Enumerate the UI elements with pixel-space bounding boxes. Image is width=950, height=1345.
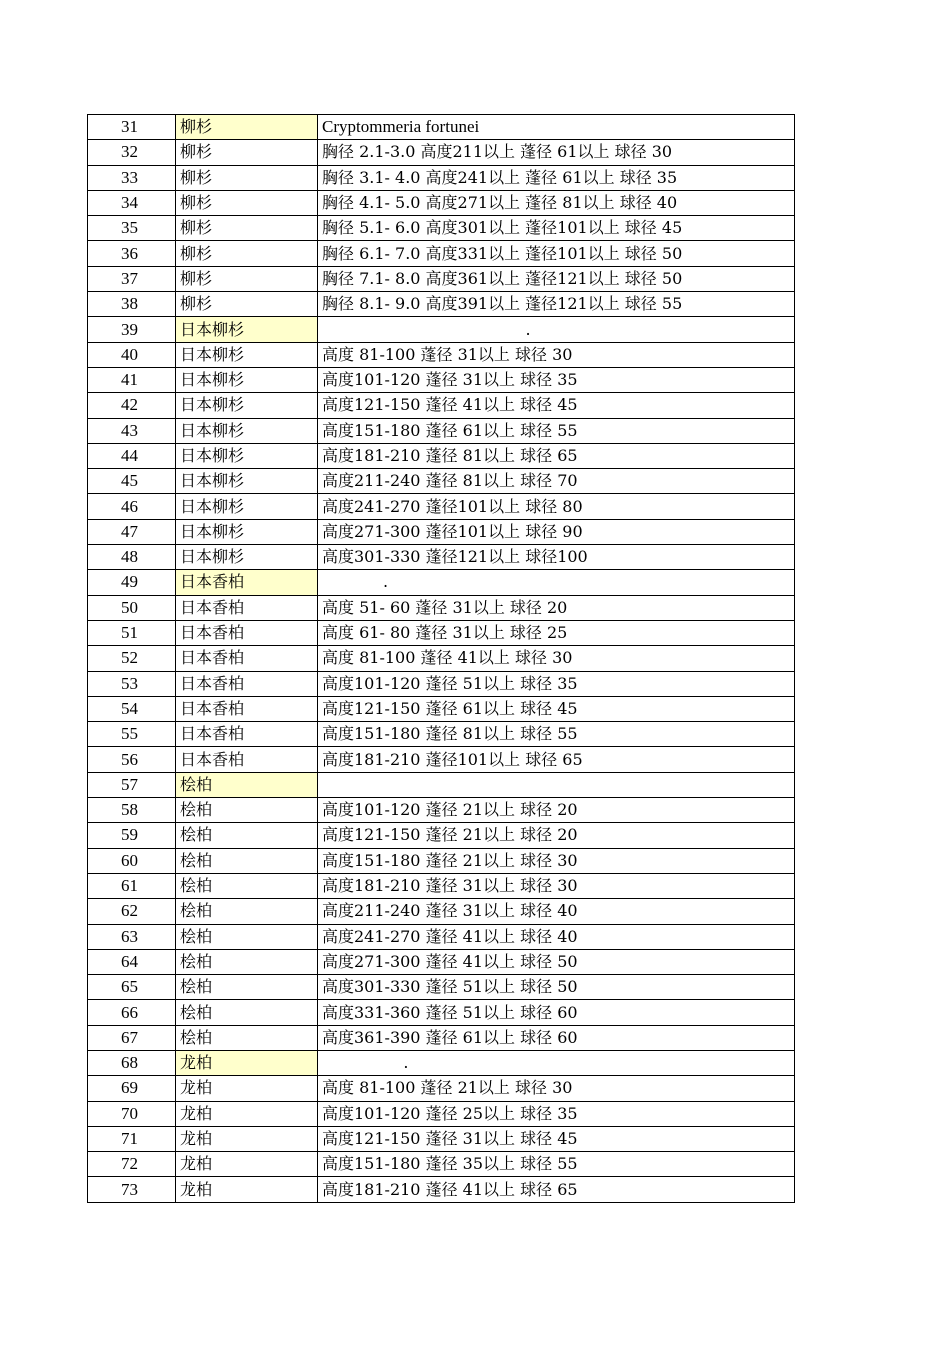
specification-cell[interactable]: 高度211-240 蓬径 31以上 球径 40 [318, 899, 795, 924]
specification-cell[interactable]: 高度121-150 蓬径 61以上 球径 45 [318, 696, 795, 721]
table-row [88, 620, 795, 645]
row-number-cell[interactable]: 42 [88, 393, 176, 418]
table-row [88, 1101, 795, 1126]
species-name-cell[interactable]: 日本柳杉 [176, 342, 318, 367]
species-name-cell[interactable]: 桧柏 [176, 899, 318, 924]
table-row [88, 1126, 795, 1151]
species-name-cell[interactable]: 桧柏 [176, 873, 318, 898]
table-row [88, 873, 795, 898]
row-number-cell[interactable]: 67 [88, 1025, 176, 1050]
specification-cell[interactable] [318, 772, 795, 797]
species-name-cell[interactable]: 柳杉 [176, 216, 318, 241]
species-name-cell[interactable]: 日本柳杉 [176, 545, 318, 570]
specification-cell[interactable]: 高度 61- 80 蓬径 31以上 球径 25 [318, 620, 795, 645]
table-row [88, 292, 795, 317]
species-name-cell[interactable]: 日本香柏 [176, 620, 318, 645]
specification-cell[interactable]: 高度181-210 蓬径101以上 球径 65 [318, 747, 795, 772]
specification-cell[interactable]: 高度101-120 蓬径 51以上 球径 35 [318, 671, 795, 696]
table-row [88, 443, 795, 468]
species-name-cell[interactable]: 桧柏 [176, 798, 318, 823]
row-number-cell[interactable]: 39 [88, 317, 176, 342]
table-row [88, 924, 795, 949]
specification-cell[interactable]: 高度301-330 蓬径 51以上 球径 50 [318, 975, 795, 1000]
specification-cell[interactable]: 高度151-180 蓬径 35以上 球径 55 [318, 1152, 795, 1177]
row-number-cell[interactable]: 37 [88, 266, 176, 291]
specification-cell[interactable]: 高度241-270 蓬径 41以上 球径 40 [318, 924, 795, 949]
specification-cell[interactable]: 高度121-150 蓬径 31以上 球径 45 [318, 1126, 795, 1151]
row-number-cell[interactable]: 51 [88, 620, 176, 645]
row-number-cell[interactable]: 69 [88, 1076, 176, 1101]
species-name-cell[interactable]: 日本香柏 [176, 646, 318, 671]
row-number-cell[interactable]: 58 [88, 798, 176, 823]
species-name-cell[interactable]: 桧柏 [176, 924, 318, 949]
species-header-cell[interactable]: 龙柏 [176, 1050, 318, 1075]
table-row [88, 494, 795, 519]
species-name-cell[interactable]: 龙柏 [176, 1152, 318, 1177]
specification-cell[interactable]: 胸径 7.1- 8.0 高度361以上 蓬径121以上 球径 50 [318, 266, 795, 291]
species-name-cell[interactable]: 日本香柏 [176, 671, 318, 696]
row-number-cell[interactable]: 59 [88, 823, 176, 848]
row-number-cell[interactable]: 64 [88, 949, 176, 974]
specification-cell[interactable]: . [318, 1050, 795, 1075]
row-number-cell[interactable]: 43 [88, 418, 176, 443]
specification-cell[interactable]: 高度151-180 蓬径 81以上 球径 55 [318, 722, 795, 747]
row-number-cell[interactable]: 41 [88, 367, 176, 392]
row-number-cell[interactable]: 72 [88, 1152, 176, 1177]
table-row [88, 696, 795, 721]
row-number-cell[interactable]: 53 [88, 671, 176, 696]
table-row [88, 722, 795, 747]
table-row [88, 1152, 795, 1177]
table-body [88, 115, 795, 1203]
table-row [88, 418, 795, 443]
table-row [88, 949, 795, 974]
row-number-cell[interactable]: 48 [88, 545, 176, 570]
table-row [88, 570, 795, 595]
row-number-cell[interactable]: 35 [88, 216, 176, 241]
species-name-cell[interactable]: 柳杉 [176, 140, 318, 165]
species-name-cell[interactable]: 柳杉 [176, 266, 318, 291]
row-number-cell[interactable]: 44 [88, 443, 176, 468]
specification-cell[interactable]: 高度101-120 蓬径 25以上 球径 35 [318, 1101, 795, 1126]
specification-cell[interactable]: 高度121-150 蓬径 41以上 球径 45 [318, 393, 795, 418]
table-row [88, 342, 795, 367]
species-name-cell[interactable]: 日本柳杉 [176, 418, 318, 443]
row-number-cell[interactable]: 33 [88, 165, 176, 190]
row-number-cell[interactable]: 49 [88, 570, 176, 595]
table-row [88, 1025, 795, 1050]
species-name-cell[interactable]: 桧柏 [176, 949, 318, 974]
specification-cell[interactable]: 高度151-180 蓬径 61以上 球径 55 [318, 418, 795, 443]
table-row [88, 190, 795, 215]
species-name-cell[interactable]: 日本柳杉 [176, 393, 318, 418]
species-name-cell[interactable]: 日本香柏 [176, 722, 318, 747]
species-name-cell[interactable]: 柳杉 [176, 241, 318, 266]
row-number-cell[interactable]: 57 [88, 772, 176, 797]
table-row [88, 317, 795, 342]
specification-cell[interactable]: . [318, 570, 795, 595]
row-number-cell[interactable]: 50 [88, 595, 176, 620]
row-number-cell[interactable]: 70 [88, 1101, 176, 1126]
table-row [88, 545, 795, 570]
specification-cell[interactable]: 高度301-330 蓬径121以上 球径100 [318, 545, 795, 570]
row-number-cell[interactable]: 68 [88, 1050, 176, 1075]
table-row [88, 823, 795, 848]
table-row [88, 241, 795, 266]
row-number-cell[interactable]: 61 [88, 873, 176, 898]
species-name-cell[interactable]: 柳杉 [176, 190, 318, 215]
row-number-cell[interactable]: 47 [88, 519, 176, 544]
table-row [88, 1177, 795, 1202]
specification-cell[interactable]: 高度101-120 蓬径 31以上 球径 35 [318, 367, 795, 392]
table-row [88, 899, 795, 924]
specification-cell[interactable]: 高度271-300 蓬径101以上 球径 90 [318, 519, 795, 544]
specification-cell[interactable]: 高度181-210 蓬径 81以上 球径 65 [318, 443, 795, 468]
row-number-cell[interactable]: 40 [88, 342, 176, 367]
row-number-cell[interactable]: 62 [88, 899, 176, 924]
table-row [88, 393, 795, 418]
species-name-cell[interactable]: 柳杉 [176, 292, 318, 317]
table-row [88, 671, 795, 696]
species-name-cell[interactable]: 桧柏 [176, 848, 318, 873]
table-row [88, 595, 795, 620]
table-row [88, 367, 795, 392]
specification-cell[interactable]: 胸径 6.1- 7.0 高度331以上 蓬径101以上 球径 50 [318, 241, 795, 266]
row-number-cell[interactable]: 38 [88, 292, 176, 317]
table-row [88, 165, 795, 190]
specification-cell[interactable]: 胸径 3.1- 4.0 高度241以上 蓬径 61以上 球径 35 [318, 165, 795, 190]
table-row [88, 772, 795, 797]
table-row [88, 798, 795, 823]
specification-cell[interactable]: 高度121-150 蓬径 21以上 球径 20 [318, 823, 795, 848]
table-row [88, 266, 795, 291]
species-name-cell[interactable]: 日本香柏 [176, 747, 318, 772]
table-row [88, 646, 795, 671]
row-number-cell[interactable]: 36 [88, 241, 176, 266]
specification-cell[interactable]: . [318, 317, 795, 342]
specification-cell[interactable]: 高度151-180 蓬径 21以上 球径 30 [318, 848, 795, 873]
row-number-cell[interactable]: 63 [88, 924, 176, 949]
species-header-cell[interactable]: 柳杉 [176, 115, 318, 140]
species-name-cell[interactable]: 桧柏 [176, 823, 318, 848]
specification-cell[interactable]: 胸径 5.1- 6.0 高度301以上 蓬径101以上 球径 45 [318, 216, 795, 241]
specification-cell[interactable]: 高度211-240 蓬径 81以上 球径 70 [318, 469, 795, 494]
row-number-cell[interactable]: 56 [88, 747, 176, 772]
spreadsheet-table [87, 114, 795, 1203]
species-name-cell[interactable]: 龙柏 [176, 1126, 318, 1151]
row-number-cell[interactable]: 34 [88, 190, 176, 215]
table-row [88, 115, 795, 140]
species-name-cell[interactable]: 日本香柏 [176, 696, 318, 721]
species-name-cell[interactable]: 龙柏 [176, 1101, 318, 1126]
specification-cell[interactable]: 高度331-360 蓬径 51以上 球径 60 [318, 1000, 795, 1025]
table-row [88, 1076, 795, 1101]
specification-cell[interactable]: 高度181-210 蓬径 41以上 球径 65 [318, 1177, 795, 1202]
row-number-cell[interactable]: 60 [88, 848, 176, 873]
specification-cell[interactable]: Cryptommeria fortunei [318, 115, 795, 140]
table-row [88, 519, 795, 544]
species-name-cell[interactable]: 桧柏 [176, 975, 318, 1000]
row-number-cell[interactable]: 52 [88, 646, 176, 671]
table-row [88, 140, 795, 165]
row-number-cell[interactable]: 66 [88, 1000, 176, 1025]
species-name-cell[interactable]: 日本柳杉 [176, 494, 318, 519]
specification-cell[interactable]: 高度271-300 蓬径 41以上 球径 50 [318, 949, 795, 974]
specification-cell[interactable]: 高度 81-100 蓬径 31以上 球径 30 [318, 342, 795, 367]
specification-cell[interactable]: 高度 81-100 蓬径 21以上 球径 30 [318, 1076, 795, 1101]
specification-cell[interactable]: 高度361-390 蓬径 61以上 球径 60 [318, 1025, 795, 1050]
specification-cell[interactable]: 高度181-210 蓬径 31以上 球径 30 [318, 873, 795, 898]
species-name-cell[interactable]: 日本柳杉 [176, 443, 318, 468]
species-name-cell[interactable]: 龙柏 [176, 1177, 318, 1202]
species-name-cell[interactable]: 日本柳杉 [176, 367, 318, 392]
table-row [88, 1050, 795, 1075]
species-name-cell[interactable]: 龙柏 [176, 1076, 318, 1101]
species-name-cell[interactable]: 日本柳杉 [176, 519, 318, 544]
row-number-cell[interactable]: 46 [88, 494, 176, 519]
table-row [88, 975, 795, 1000]
species-name-cell[interactable]: 桧柏 [176, 1000, 318, 1025]
row-number-cell[interactable]: 31 [88, 115, 176, 140]
table-row [88, 216, 795, 241]
row-number-cell[interactable]: 71 [88, 1126, 176, 1151]
table-row [88, 848, 795, 873]
row-number-cell[interactable]: 45 [88, 469, 176, 494]
row-number-cell[interactable]: 32 [88, 140, 176, 165]
specification-cell[interactable]: 胸径 4.1- 5.0 高度271以上 蓬径 81以上 球径 40 [318, 190, 795, 215]
specification-cell[interactable]: 高度101-120 蓬径 21以上 球径 20 [318, 798, 795, 823]
species-header-cell[interactable]: 日本柳杉 [176, 317, 318, 342]
row-number-cell[interactable]: 73 [88, 1177, 176, 1202]
specification-cell[interactable]: 胸径 8.1- 9.0 高度391以上 蓬径121以上 球径 55 [318, 292, 795, 317]
specification-cell[interactable]: 高度 81-100 蓬径 41以上 球径 30 [318, 646, 795, 671]
specification-cell[interactable]: 高度241-270 蓬径101以上 球径 80 [318, 494, 795, 519]
specification-cell[interactable]: 高度 51- 60 蓬径 31以上 球径 20 [318, 595, 795, 620]
table-row [88, 1000, 795, 1025]
table-row [88, 747, 795, 772]
specification-cell[interactable]: 胸径 2.1-3.0 高度211以上 蓬径 61以上 球径 30 [318, 140, 795, 165]
row-number-cell[interactable]: 55 [88, 722, 176, 747]
species-name-cell[interactable]: 日本香柏 [176, 595, 318, 620]
row-number-cell[interactable]: 54 [88, 696, 176, 721]
species-header-cell[interactable]: 日本香柏 [176, 570, 318, 595]
row-number-cell[interactable]: 65 [88, 975, 176, 1000]
table-row [88, 469, 795, 494]
species-name-cell[interactable]: 日本柳杉 [176, 469, 318, 494]
species-name-cell[interactable]: 桧柏 [176, 1025, 318, 1050]
species-header-cell[interactable]: 桧柏 [176, 772, 318, 797]
species-name-cell[interactable]: 柳杉 [176, 165, 318, 190]
